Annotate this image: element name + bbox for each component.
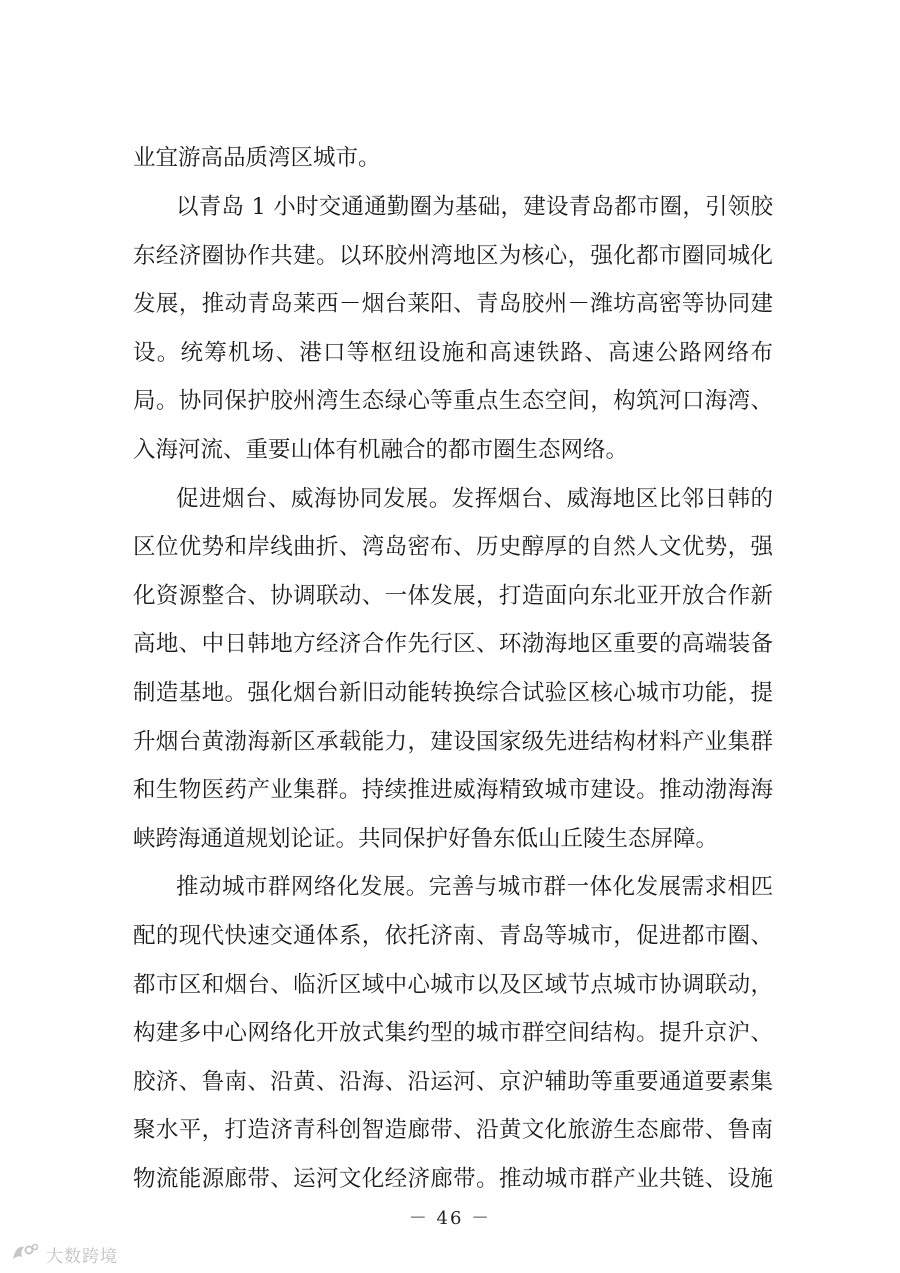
text-line: 化资源整合、协调联动、一体发展，打造面向东北亚开放合作新: [133, 583, 773, 609]
text-line: 胶济、鲁南、沿黄、沿海、沿运河、京沪辅助等重要通道要素集: [133, 1069, 773, 1095]
text-line: 发展，推动青岛莱西－烟台莱阳、青岛胶州－潍坊高密等协同建: [133, 291, 773, 317]
text-line: 高地、中日韩地方经济合作先行区、环渤海地区重要的高端装备: [133, 631, 773, 657]
text-line: 升烟台黄渤海新区承载能力，建设国家级先进结构材料产业集群: [133, 729, 773, 755]
paragraph-first-line: 推动城市群网络化发展。完善与城市群一体化发展需求相匹: [176, 874, 773, 900]
text-line: 都市区和烟台、临沂区域中心城市以及区域节点城市协调联动，: [133, 972, 773, 998]
text-line: 配的现代快速交通体系，依托济南、青岛等城市，促进都市圈、: [133, 923, 773, 949]
text-line: 入海河流、重要山体有机融合的都市圈生态网络。: [133, 437, 629, 463]
text-line: 物流能源廊带、运河文化经济廊带。推动城市群产业共链、设施: [133, 1166, 773, 1192]
text-line: 东经济圈协作共建。以环胶州湾地区为核心，强化都市圈同城化: [133, 243, 773, 269]
text-line: 区位优势和岸线曲折、湾岛密布、历史醇厚的自然人文优势，强: [133, 534, 773, 560]
watermark: [10, 1242, 118, 1266]
watermark-text: 大数跨境: [46, 1246, 118, 1266]
text-line: 制造基地。强化烟台新旧动能转换综合试验区核心城市功能，提: [133, 680, 773, 706]
text-line: 峡跨海通道规划论证。共同保护好鲁东低山丘陵生态屏障。: [133, 826, 719, 852]
text-line: 和生物医药产业集群。持续推进威海精致城市建设。推动渤海海: [133, 777, 773, 803]
text-line: 业宜游高品质湾区城市。: [133, 145, 381, 171]
page-number: － 46 －: [408, 1208, 492, 1229]
text-line: 构建多中心网络化开放式集约型的城市群空间结构。提升京沪、: [133, 1020, 773, 1046]
text-line: 局。协同保护胶州湾生态绿心等重点生态空间，构筑河口海湾、: [133, 388, 773, 414]
paragraph-first-line: 促进烟台、威海协同发展。发挥烟台、威海地区比邻日韩的: [176, 486, 773, 512]
text-line: 设。统筹机场、港口等枢纽设施和高速铁路、高速公路网络布: [133, 340, 773, 366]
paragraph-first-line: 以青岛 1 小时交通通勤圈为基础，建设青岛都市圈，引领胶: [176, 194, 773, 220]
text-line: 聚水平，打造济青科创智造廊带、沿黄文化旅游生态廊带、鲁南: [133, 1117, 773, 1143]
brand-logo-icon: [10, 1241, 40, 1267]
